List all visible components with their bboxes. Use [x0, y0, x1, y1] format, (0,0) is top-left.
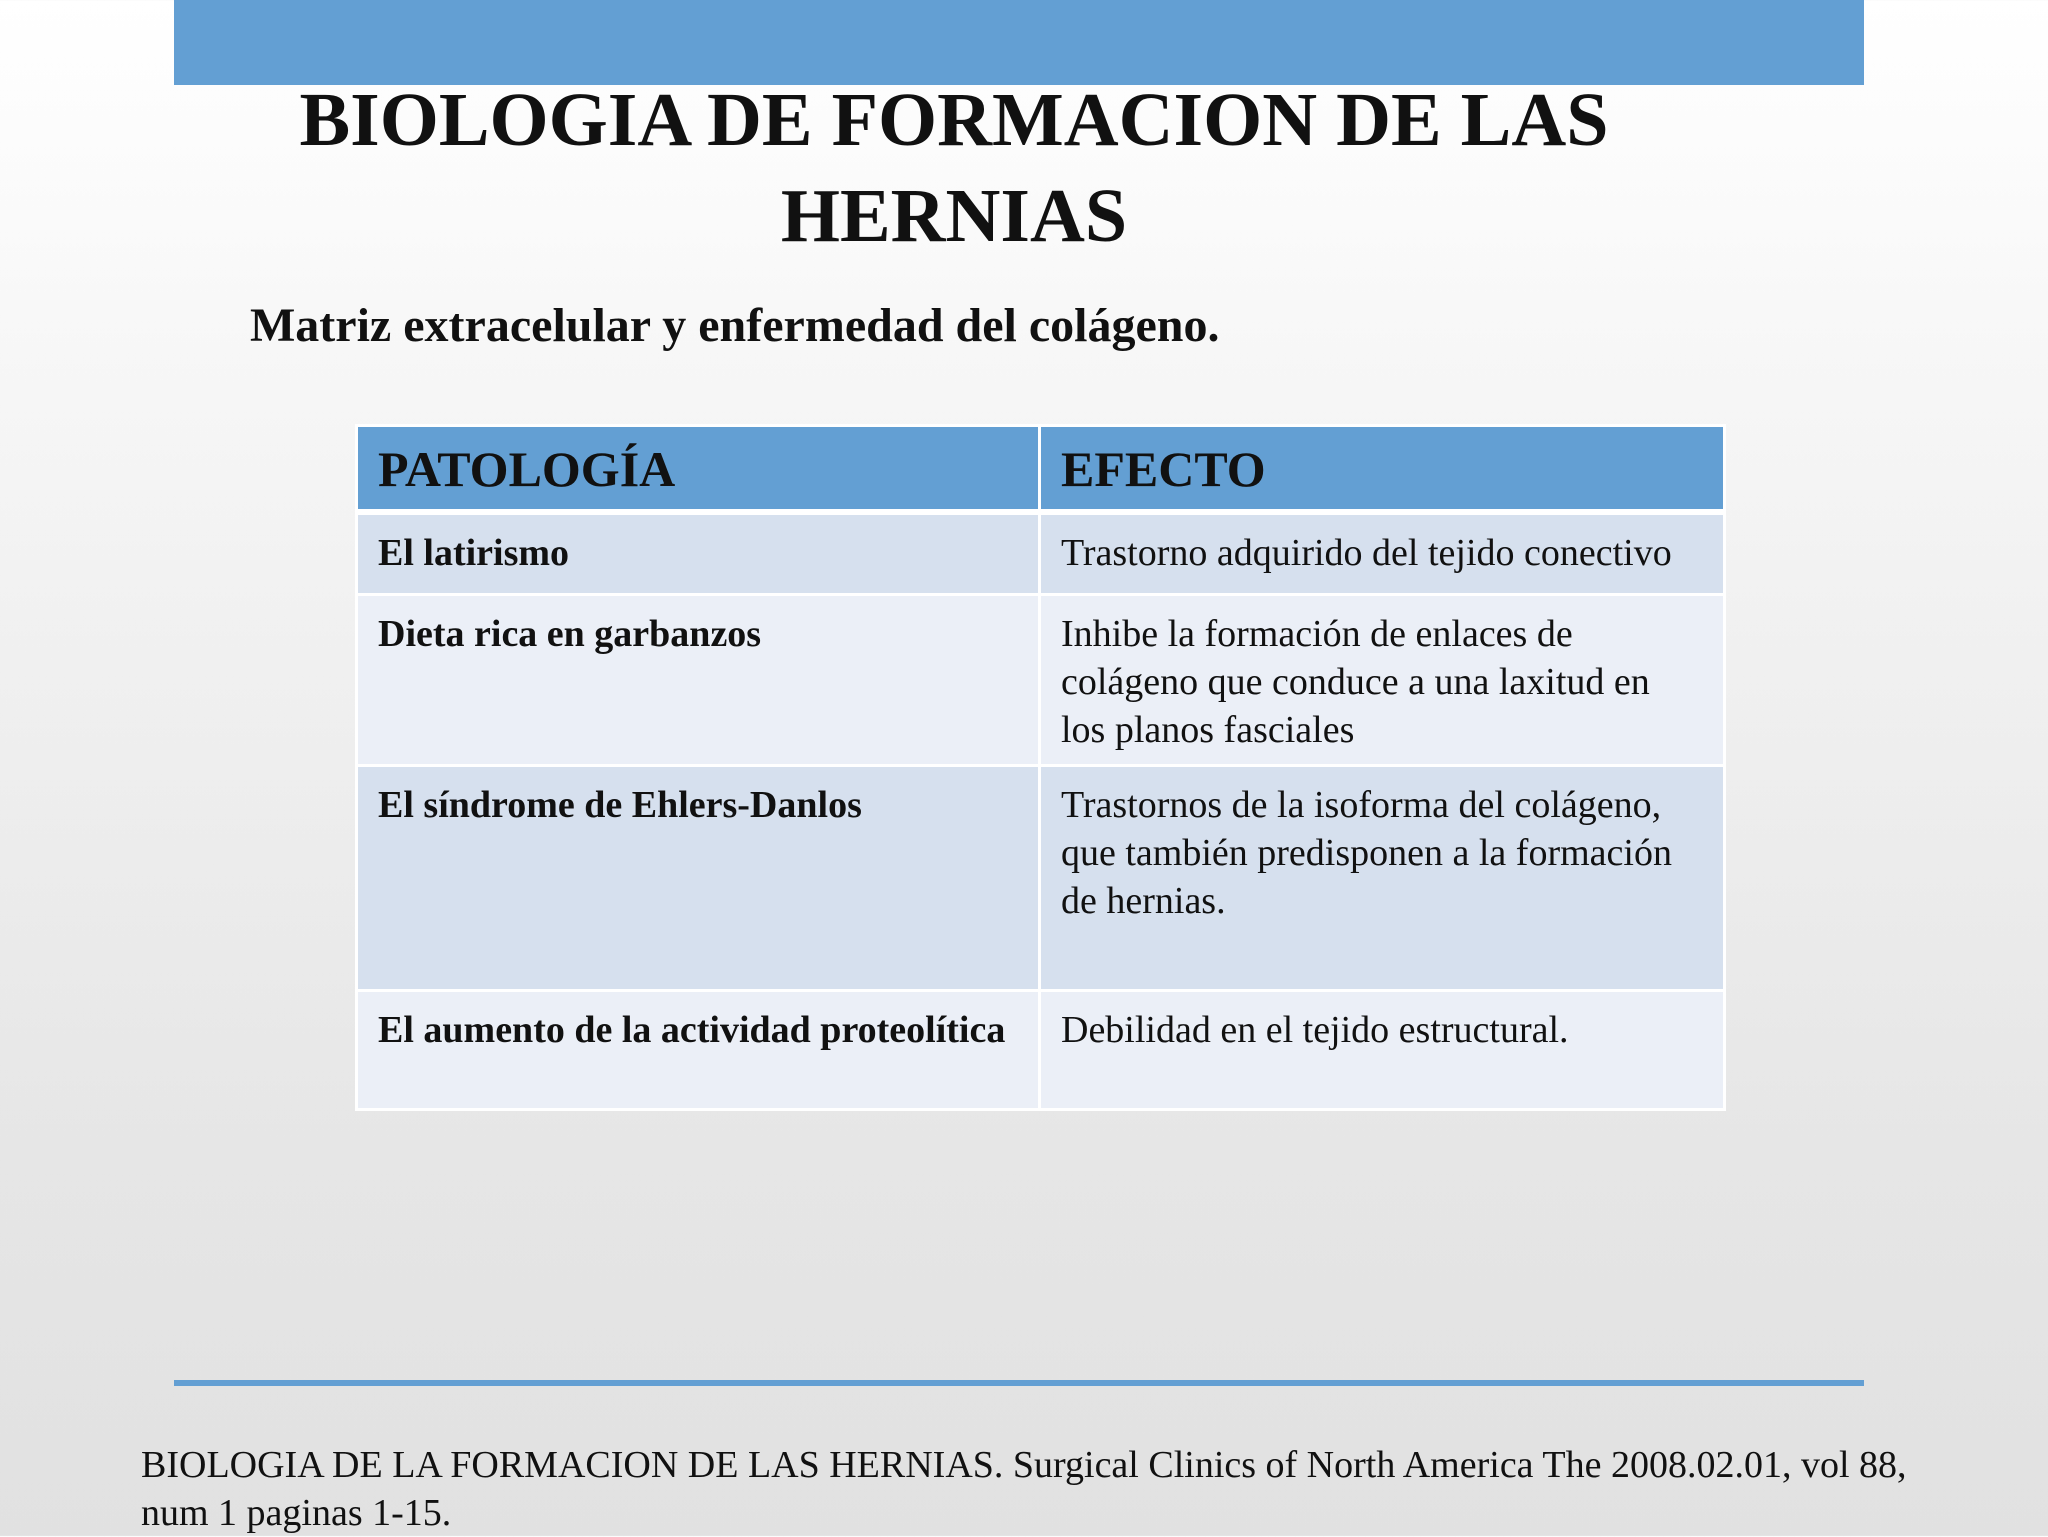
slide-title — [174, 72, 1734, 264]
footer-divider — [174, 1380, 1864, 1386]
slide-title-line2: HERNIAS — [780, 174, 1128, 258]
table-row — [357, 595, 1725, 766]
pathology-cell: El latirismo — [357, 512, 1040, 595]
effect-cell: Trastorno adquirido del tejido conectivo — [1040, 512, 1725, 595]
pathology-cell: Dieta rica en garbanzos — [357, 595, 1040, 766]
header-effect: EFECTO — [1040, 426, 1725, 513]
table-row — [357, 512, 1725, 595]
header-pathology: PATOLOGÍA — [357, 426, 1040, 513]
table-row — [357, 766, 1725, 991]
effect-cell: Trastornos de la isoforma del colágeno, que también predisponen a la formación de hernias. — [1040, 766, 1725, 991]
effect-cell: Debilidad en el tejido estructural. — [1040, 991, 1725, 1110]
pathology-cell: El aumento de la actividad proteolítica — [357, 991, 1040, 1110]
slide-subtitle: Matriz extracelular y enfermedad del colágeno. — [250, 299, 1220, 352]
effect-cell: Inhibe la formación de enlaces de colágeno que conduce a una laxitud en los planos fasciales — [1040, 595, 1725, 766]
pathology-table — [355, 424, 1726, 1111]
table-row — [357, 991, 1725, 1110]
table-header-row — [357, 426, 1725, 513]
slide-title-line1: BIOLOGIA DE FORMACION DE LAS — [299, 78, 1609, 162]
footer-citation: BIOLOGIA DE LA FORMACION DE LAS HERNIAS. Surgical Clinics of North America The 2008.02.01, vol 88, num 1 paginas 1-15. — [141, 1444, 1907, 1534]
pathology-cell: El síndrome de Ehlers-Danlos — [357, 766, 1040, 991]
